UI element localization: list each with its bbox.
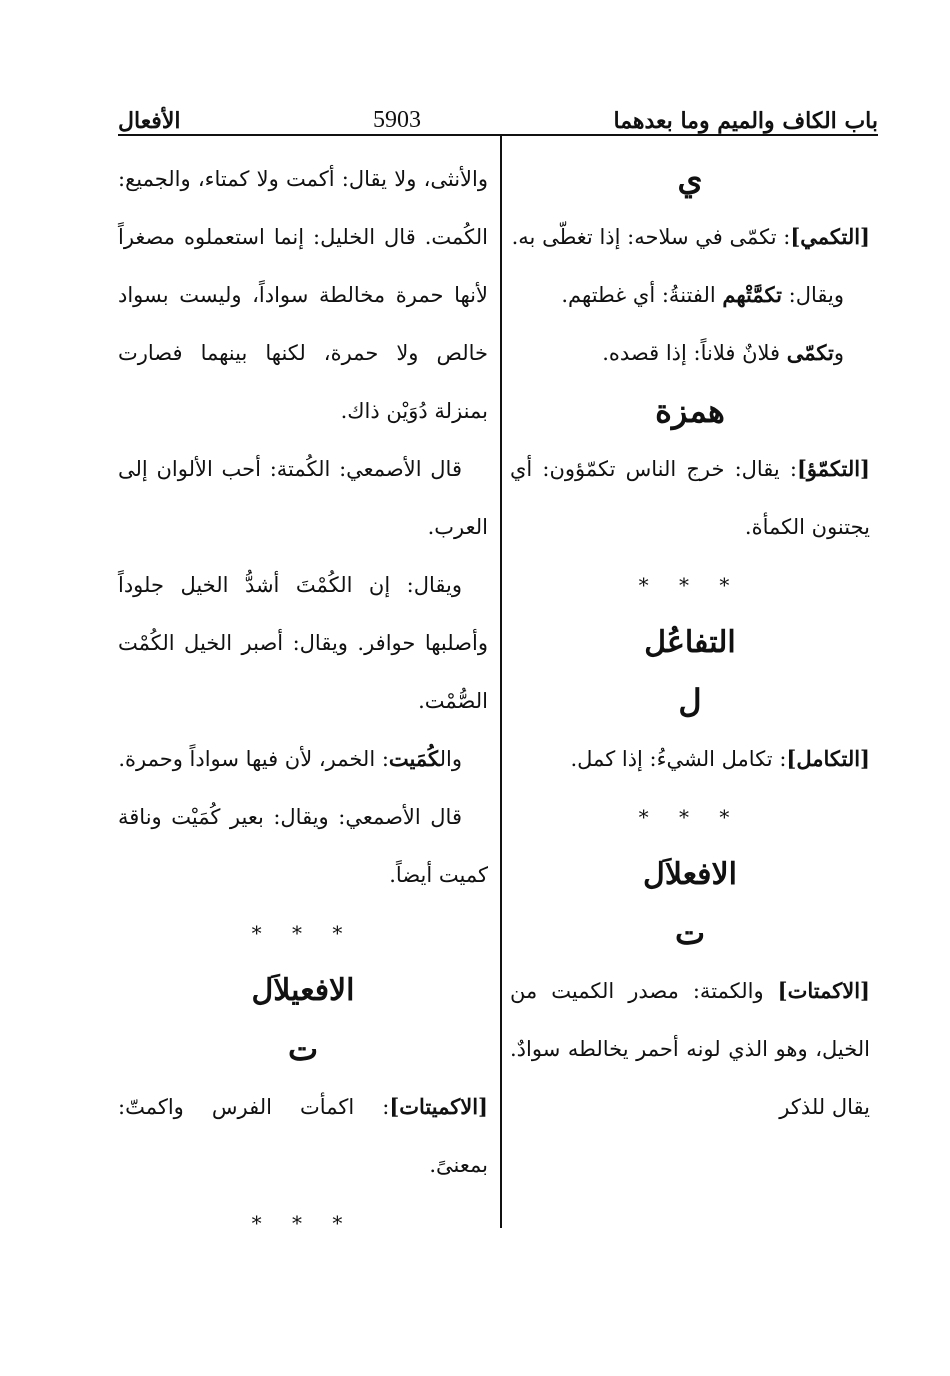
entry-prefix: و	[833, 341, 844, 365]
entry-text: : اكمأت الفرس واكمتّ: بمعنىً.	[118, 1095, 488, 1177]
entry-prefix: وال	[439, 747, 462, 771]
section-title: الأفعال	[118, 108, 181, 134]
chapter-title: باب الكاف والميم وما بعدهما	[613, 108, 878, 134]
entry-prefix: ويقال:	[781, 283, 844, 307]
paragraph-continuation: والأنثى، ولا يقال: أكمت ولا كمتاء، والجميع: الكُمت. قال الخليل: إنما استعملوه مصغراً لأنها حمرة مخالطة سواداً، وليست بسواد خالص ولا حمرة، لكنها بينهما فصارت بمنزلة دُوَيْن ذاك.	[118, 167, 488, 423]
heading-ifilal: الافعلاَل	[643, 857, 737, 892]
entry-takammi	[510, 208, 870, 266]
paragraph-asmai-camel: قال الأصمعي: ويقال: بعير كُمَيْت وناقة كميت أيضاً.	[118, 805, 488, 887]
entry-ikmitat	[510, 962, 870, 1136]
entry-takamul	[510, 730, 870, 788]
entry-term: تكمّى	[786, 340, 834, 365]
entry-text: : تكامل الشيءُ: إذا كمل.	[570, 747, 787, 771]
entry-ikmitat-2	[118, 1078, 488, 1194]
heading-lam: ل	[678, 682, 702, 720]
entry-term: [التكمي]	[790, 224, 870, 249]
paragraph-asmai-kumta: قال الأصمعي: الكُمتة: أحب الألوان إلى العرب.	[118, 457, 488, 539]
entry-text: فلانٌ فلاناً: إذا قصده.	[602, 341, 787, 365]
left-column	[118, 150, 488, 1252]
page-number: 5903	[372, 107, 421, 133]
column-divider	[500, 136, 502, 1228]
entry-term: [الاكمتات]	[777, 978, 870, 1003]
entry-text: : الخمر، لأن فيها سواداً وحمرة.	[118, 747, 389, 771]
right-column	[510, 150, 870, 1136]
heading-ta: ت	[674, 914, 706, 952]
entry-text: : يقال: خرج الناس تكمّؤون: أي يجتنون الكمأة.	[510, 457, 870, 539]
entry-takammathum	[510, 266, 870, 324]
entry-term: تكمَّتْهم	[722, 282, 782, 307]
entry-term: [التكمّؤ]	[796, 456, 870, 481]
entry-text: : تكمّى في سلاحه: إذا تغطّى به.	[511, 225, 791, 249]
entry-kumayt	[118, 730, 488, 788]
entry-takammu	[510, 440, 870, 556]
heading-hamza: همزة	[655, 392, 725, 430]
paragraph-kumt-horses: ويقال: إن الكُمْتَ أشدُّ الخيل جلوداً وأصلبها حوافر. ويقال: أصبر الخيل الكُمْت الصُّمْت.	[118, 573, 488, 713]
heading-ifiilal: الافعيلاَل	[251, 973, 355, 1008]
heading-ya: ي	[677, 160, 703, 198]
section-separator: * * *	[251, 1211, 355, 1235]
heading-ta-2: ت	[287, 1030, 319, 1068]
section-separator: * * *	[251, 921, 355, 945]
entry-term: [التكامل]	[786, 746, 870, 771]
entry-term: [الاكميتات]	[389, 1094, 488, 1119]
entry-text: الفتنةُ: أي غطتهم.	[561, 283, 723, 307]
entry-text: والكمتة: مصدر الكميت من الخيل، وهو الذي لونه أحمر يخالطه سوادٌ. يقال للذكر	[510, 979, 870, 1119]
heading-tafaul: التفاعُل	[644, 625, 736, 660]
section-separator: * * *	[638, 573, 742, 597]
header-rule	[118, 134, 878, 136]
page-header	[118, 90, 878, 134]
section-separator: * * *	[638, 805, 742, 829]
entry-term: كُمَيت	[388, 746, 440, 771]
entry-takamma	[510, 324, 870, 382]
